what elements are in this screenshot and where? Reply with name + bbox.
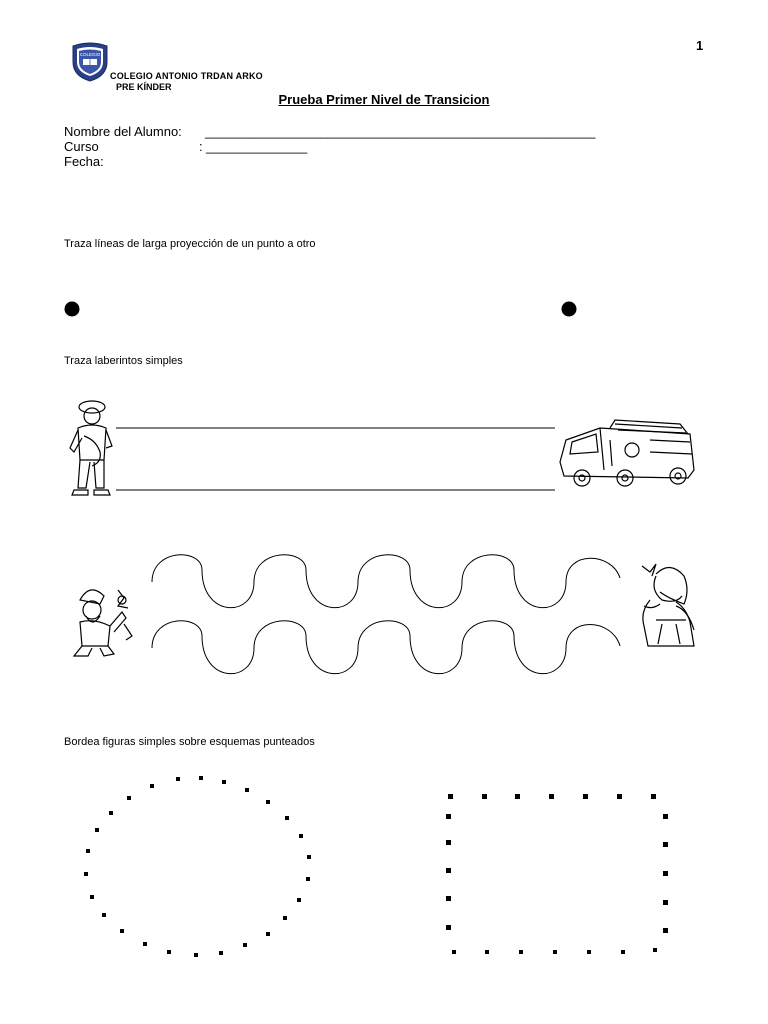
instruction-dotted-shapes: Bordea figuras simples sobre esquemas punteados — [64, 736, 315, 748]
firefighter-icon — [70, 401, 112, 495]
course-colon: : — [199, 139, 203, 154]
end-dot — [562, 302, 577, 317]
dotted-rectangle — [446, 794, 668, 954]
grade-level: PRE KÍNDER — [116, 82, 172, 92]
date-label: Fecha: — [64, 154, 104, 169]
course-line: ______________ — [206, 139, 308, 154]
fire-truck-icon — [560, 420, 694, 486]
instruction-mazes: Traza laberintos simples — [64, 355, 183, 367]
student-name-line: ______________________________________________________ — [205, 124, 596, 139]
school-name: COLEGIO ANTONIO TRDAN ARKO — [110, 71, 263, 81]
logo-text: COLEGIO — [79, 52, 101, 57]
course-label: Curso — [64, 139, 99, 154]
page-title: Prueba Primer Nivel de Transicion — [278, 92, 490, 107]
student-name-label: Nombre del Alumno: — [64, 124, 182, 139]
wavy-path-bottom — [152, 621, 620, 674]
start-dot — [65, 302, 80, 317]
instruction-lines: Traza líneas de larga proyección de un punto a otro — [64, 238, 316, 250]
wavy-path-top — [152, 555, 620, 608]
dwarf-icon — [74, 590, 132, 656]
page-number: 1 — [696, 38, 704, 53]
dotted-oval — [84, 776, 311, 957]
princess-icon — [642, 564, 694, 646]
